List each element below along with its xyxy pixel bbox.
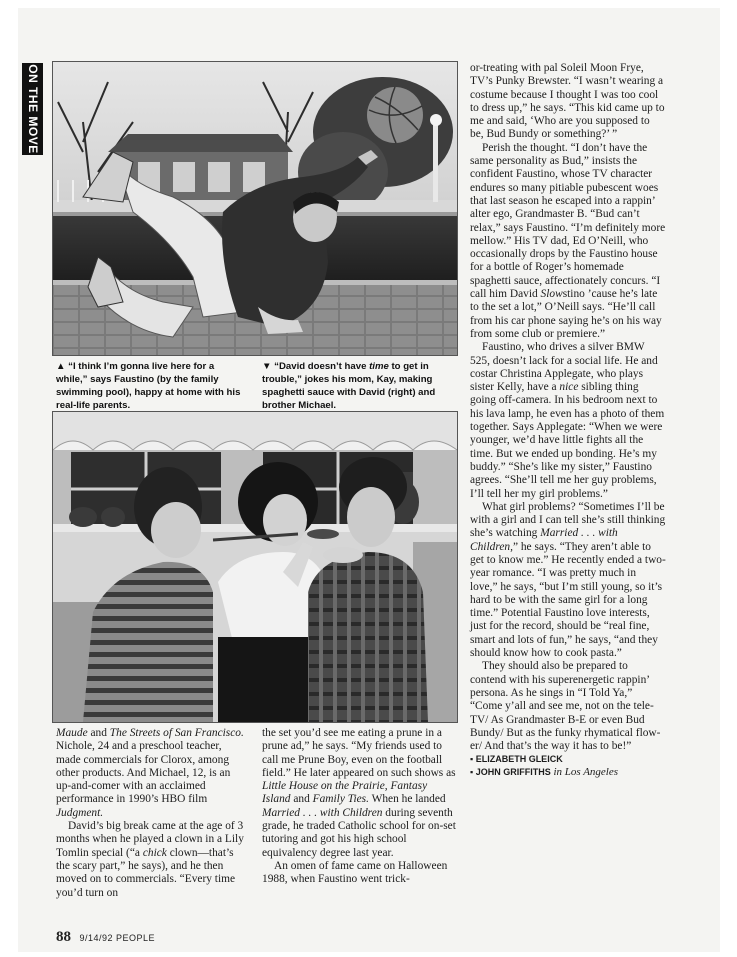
title-streets-of-san-francisco: The Streets of San Francisco. [109, 727, 244, 739]
col3-paragraph-1: or-treating with pal Soleil Moon Frye, TV’s Punky Brewster. “I wasn’t wearing a costume because I thought I was too cool to dress up,” he says. “This kid came up to me and said, ‘Who are you supposed to be, Bud Bundy or something?’ ” [470, 62, 665, 141]
caption-marker-down: ▼ [262, 361, 272, 372]
caption-kitchen-text-b: to get in trouble,” jokes his mom, Kay, making spaghetti sauce with David (right) and brother Michael. [262, 361, 436, 411]
title-maude: Maude [56, 727, 88, 739]
page-number: 88 [56, 929, 71, 945]
title-judgment: Judgment. [56, 806, 104, 819]
col3-text: ” he says. “They aren’t able to get to know me.” He recently ended a two-year romance. “I was pretty much in love,” he says, “but I’m still young, so it’s hard to be with the same girl for a long time.” Potential Faustino love interests, just for the record, should be “real fine, smart and lots of fun,” he says, “and they should know how to cook pasta.” [470, 540, 666, 660]
col1-paragraph-2 [56, 820, 248, 900]
section-tab [22, 63, 43, 155]
caption-kitchen-text-a: “David doesn’t have [274, 361, 370, 372]
byline-location: in Los Angeles [550, 766, 619, 779]
col2-text: and [290, 793, 313, 806]
kitchen-photo [52, 411, 458, 723]
col1-text: clown—that’s the scary part,” he says), and he then moved on to commercials. “Every time you’d turn on [56, 846, 236, 899]
col1-text: and [87, 727, 110, 739]
pool-photo-image [53, 62, 457, 355]
emphasis-nice: nice [559, 381, 579, 394]
kitchen-photo-image [53, 412, 457, 722]
col3-paragraph-3 [470, 341, 666, 501]
col3-text: sibling thing going off-camera. In his bedroom next to his lava lamp, he even has a photo of them together. Says Applegate: “When we were younger, we’d have little fights all the time. But we ended up bonding. He’s my buddy.” “She’s like my sister,” Faustino agrees. “She’ll tell me her guy problems, I’ll tell her my girl problems.” [470, 381, 665, 500]
byline-elizabeth-gleick: ▪ ELIZABETH GLEICK [470, 754, 563, 765]
titles-little-house-fantasy-island: Little House on the Prairie, Fantasy Island [262, 780, 428, 806]
article-column-2 [262, 727, 458, 887]
col1-text: Nichole, 24 and a preschool teacher, made commercials for Clorox, among other products. And Michael, 12, is an up-and-comer with an acclaimed performance in 1990’s HBO film [56, 740, 231, 806]
col2-paragraph-2: An omen of fame came on Halloween 1988, when Faustino went trick- [262, 859, 448, 886]
col3-paragraph-4 [470, 501, 666, 661]
col3-text: stino ’cause he’s late to the set a lot,” O’Neill says. “He’ll call from his car phone saying he’s on his way from some club or premiere.” [470, 288, 662, 340]
col3-paragraph-5: They should also be prepared to contend with his superenergetic rappin’ persona. As he sings in “I Told Ya,” “Come y’all and see me, not on the tele-TV/ As Grandmaster B-E or even Bud Bundy/ But as the funky rhymatical flow-er/ And that’s the way it has to be!” [470, 660, 661, 753]
caption-kitchen-photo [262, 360, 458, 412]
article-column-1 [56, 727, 248, 900]
byline-name: ▪ JOHN GRIFFITHS [470, 767, 551, 778]
col3-text: Faustino, who drives a silver BMW 525, doesn’t lack for a social life. He and costar Christina Applegate, who plays sister Kelly, have a [470, 341, 658, 394]
caption-pool-photo [56, 360, 246, 412]
col1-text: David’s big break came at the age of 3 months when he played a clown in a Lily Tomlin special (“a [56, 820, 244, 859]
col3-text: What girl problems? “Sometimes I’ll be with a girl and I can tell she’s still thinking she’s watching [470, 500, 666, 540]
byline-john-griffiths [470, 766, 666, 779]
col3-paragraph-2 [470, 142, 666, 341]
emphasis-chick: chick [142, 846, 167, 859]
issue-dateline: 9/14/92 PEOPLE [79, 933, 155, 943]
col1-paragraph-1 [56, 727, 248, 820]
col3-text: Perish the thought. “I don’t have the same personality as Bud,” insists the confident Faustino, whose TV character endures so many pitiable pubescent woes that last season he escaped into a rappin’ alter ego, Grandmaster B. “Bud can’t relax,” says Faustino. “I’m definitely more mellow.” His TV dad, Ed O’Neill, who occasionally drops by the Faustino house for a bottle of Roger’s homemade spaghetti sauce, affectionately concurs. “I call him David [470, 141, 666, 301]
pool-photo [52, 61, 458, 356]
caption-pool-text: “I think I’m gonna live here for a while,” says Faustino (by the family swimming pool), happy at home with his real-life parents. [56, 361, 241, 411]
col2-paragraph-1 [262, 727, 458, 860]
title-family-ties: Family Ties. [312, 793, 369, 806]
col2-text: the set you’d see me eating a prune in a prune ad,” he says. “My friends used to call me Prune Boy, even on the football field.” He later appeared on such shows as [262, 727, 456, 779]
col2-text: When he landed [368, 793, 446, 806]
caption-marker-up: ▲ [56, 361, 66, 372]
caption-kitchen-emphasis: time [369, 361, 389, 372]
section-tab-label: ON THE MOVE [25, 64, 40, 154]
title-married-with-children: Married . . . with Children, [470, 527, 618, 553]
page-footer [56, 928, 155, 946]
col2-text: during seventh grade, he traded Catholic school for on-set tutoring and got his high school equivalency degree last year. [262, 806, 456, 859]
emphasis-slow: Slow [540, 288, 563, 301]
article-column-3 [470, 62, 666, 779]
title-married-with-children: Married . . . with Children [262, 806, 383, 819]
